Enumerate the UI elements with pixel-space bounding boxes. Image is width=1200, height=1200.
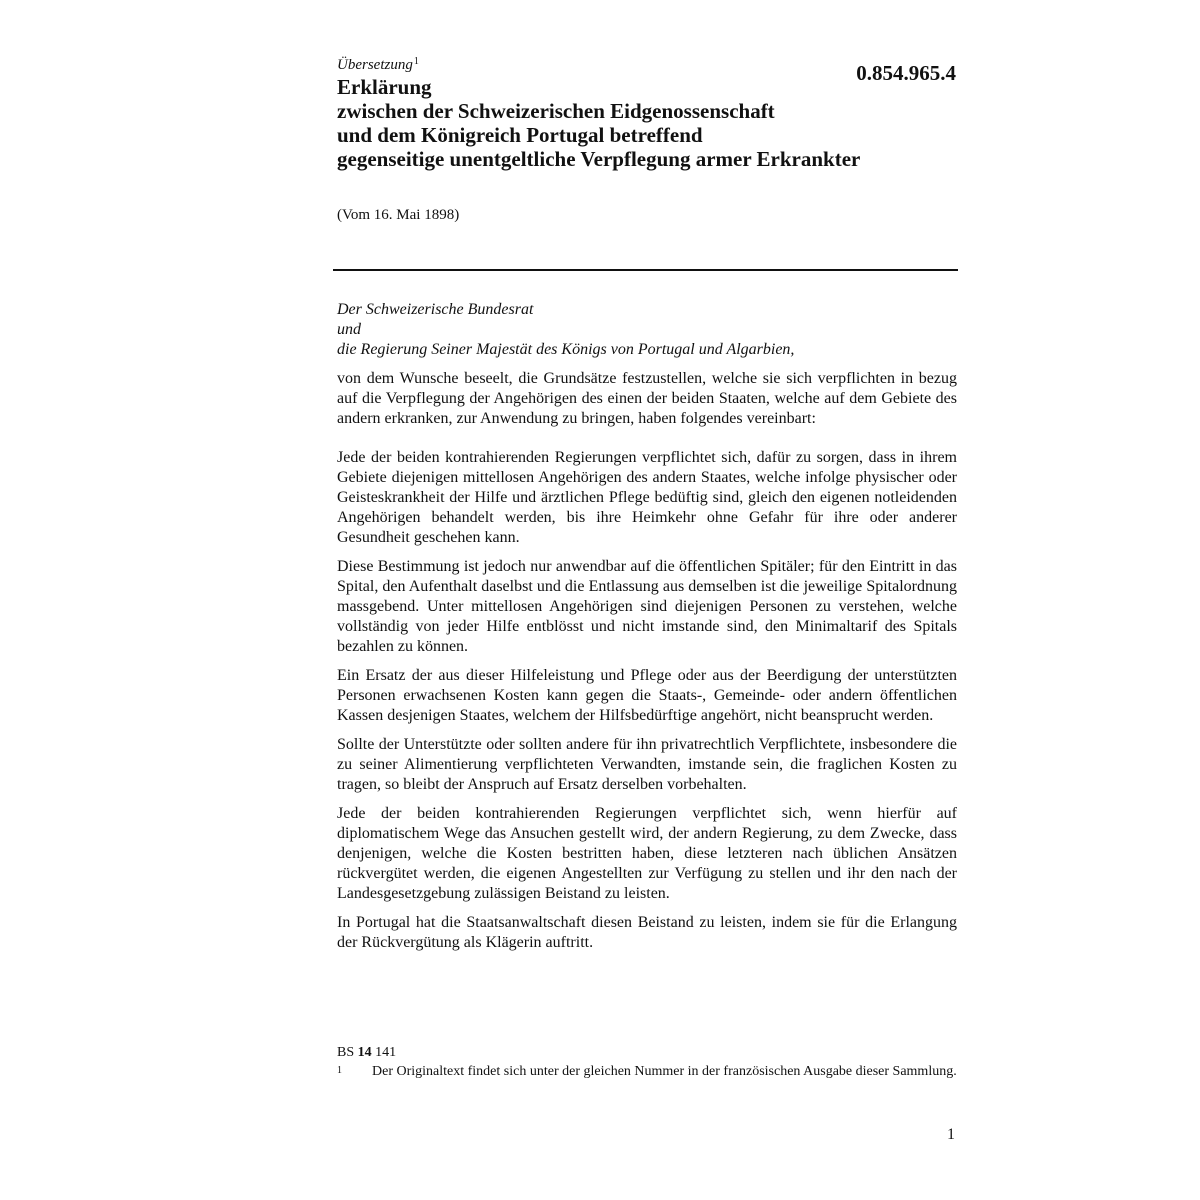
document-body <box>337 369 957 962</box>
body-paragraph: Jede der beiden kontrahierenden Regierungen verpflichtet sich, dafür zu sorgen, dass in ihrem Gebiete diejenigen mittellosen Angehörigen des andern Staates, welche infolge physischer oder Geisteskrankheit der Hilfe und ärztlichen Pflege bedüftig sind, gleich den eigenen notleidenden Angehörigen behandelt werden, bis ihre Heimkehr ohne Gefahr für ihre oder anderer Gesundheit geschehen kann. <box>337 449 957 546</box>
translation-footnote-ref[interactable]: 1 <box>413 56 419 67</box>
translation-label <box>337 53 419 74</box>
bs-prefix: BS <box>337 1045 355 1060</box>
bs-page: 141 <box>375 1045 397 1060</box>
header-divider <box>333 269 958 271</box>
intro-paragraph: von dem Wunsche beseelt, die Grundsätze festzustellen, welche sie sich verpflichten in bezug auf die Verpflegung der Angehörigen des einen der beiden Staaten, welche auf dem Gebiete des andern erkranken, zur Anwendung zu bringen, haben folgendes vereinbart: <box>337 370 957 427</box>
title-line: und dem Königreich Portugal betreffend <box>337 123 703 147</box>
footnote-marker: 1 <box>337 1065 342 1076</box>
title-line: Erklärung <box>337 75 432 99</box>
document-date: (Vom 16. Mai 1898) <box>337 207 460 223</box>
body-paragraph: Ein Ersatz der aus dieser Hilfeleistung und Pflege oder aus der Beerdigung der unterstützten Personen erwachsenen Kosten kann gegen die Staats-, Gemeinde- oder andern öffentlichen Kassen desjenigen Staates, welchem der Hilfsbedürftige angehört, nicht beansprucht werden. <box>337 667 957 724</box>
body-paragraph: Jede der beiden kontrahierenden Regierungen verpflichtet sich, wenn hierfür auf diplomatischem Wege das Ansuchen gestellt wird, der andern Regierung, zu dem Zwecke, dass denjenigen, welche die Kosten bestritten haben, diese letzteren nach üblichen Ansätzen rückvergütet werden, die eigenen Angestellten zur Verfügung zu stellen und ihr den nach der Landesgesetzgebung zulässigen Beistand zu leisten. <box>337 805 957 902</box>
translation-label-text: Übersetzung <box>337 57 413 73</box>
page-number: 1 <box>947 1126 955 1143</box>
title-line: zwischen der Schweizerischen Eidgenossenschaft <box>337 99 775 123</box>
party-line: Der Schweizerische Bundesrat <box>337 301 534 318</box>
body-paragraph: In Portugal hat die Staatsanwaltschaft diesen Beistand zu leisten, indem sie für die Erlangung der Rückvergütung als Klägerin auftritt. <box>337 914 957 951</box>
body-paragraph: Diese Bestimmung ist jedoch nur anwendbar auf die öffentlichen Spitäler; für den Eintritt in das Spital, den Aufenthalt daselbst und die Entlassung aus demselben ist die jeweilige Spitalordnung massgebend. Unter mittellosen Angehörigen sind diejenigen Personen zu verstehen, welche vollständig von jeder Hilfe entblösst und nicht imstande sind, den Minimaltarif des Spitals bezahlen zu können. <box>337 558 957 655</box>
footnote-text: Der Originaltext findet sich unter der gleichen Nummer in der französischen Ausgabe dieser Sammlung. <box>372 1064 957 1079</box>
party-line: und <box>337 321 361 338</box>
page-title <box>337 75 957 171</box>
bs-volume: 14 <box>357 1045 372 1060</box>
title-line: gegenseitige unentgeltliche Verpflegung armer Erkrankter <box>337 147 861 171</box>
parties-block <box>337 300 977 360</box>
document-number: 0.854.965.4 <box>856 61 956 85</box>
bs-reference <box>337 1044 396 1061</box>
party-line: die Regierung Seiner Majestät des Königs von Portugal und Algarbien, <box>337 341 795 358</box>
footnote <box>337 1064 957 1080</box>
body-paragraph: Sollte der Unterstützte oder sollten andere für ihn privatrechtlich Verpflichtete, insbesondere die zu seiner Alimentierung verpflichteten Verwandten, imstande sein, die fraglichen Kosten zu tragen, so bleibt der Anspruch auf Ersatz derselben vorbehalten. <box>337 736 957 793</box>
